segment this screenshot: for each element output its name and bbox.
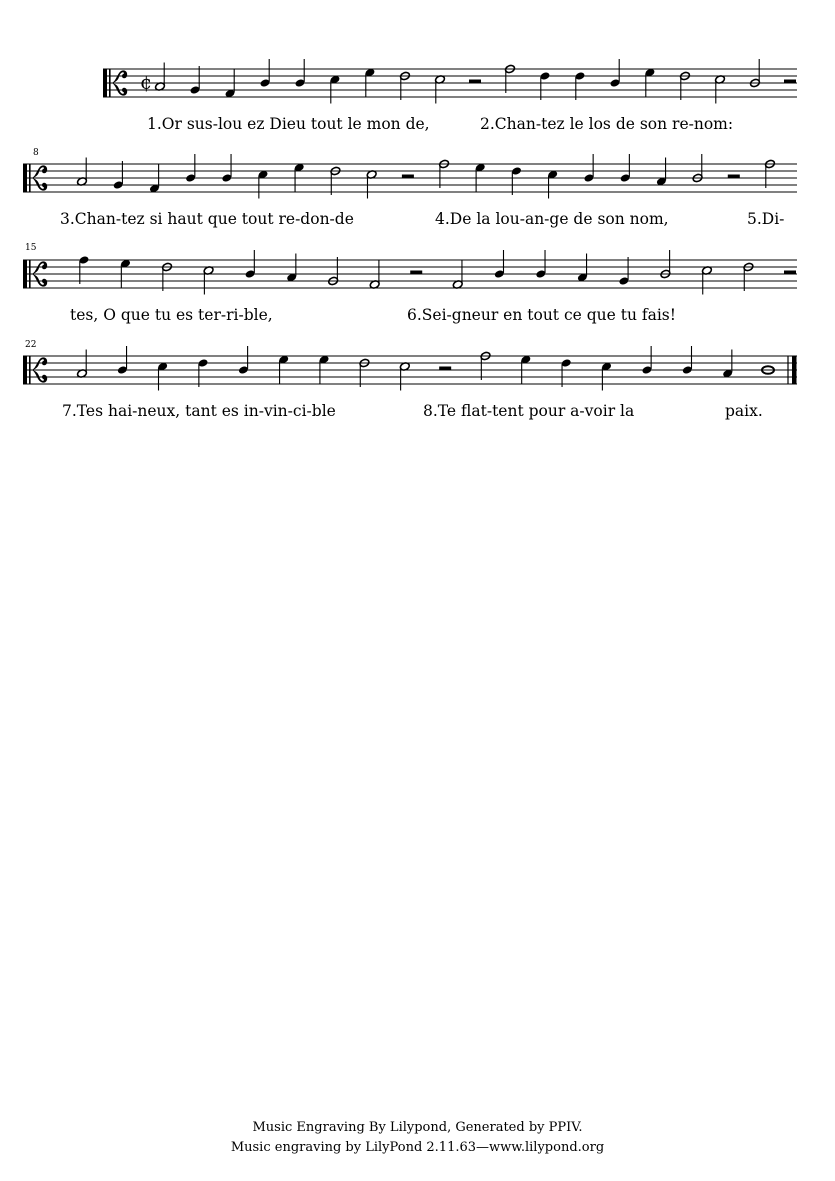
- quarter-note: [189, 66, 200, 95]
- quarter-note: [618, 257, 629, 286]
- quarter-note: [224, 70, 235, 99]
- quarter-note: [78, 255, 89, 284]
- half-rest-icon: [728, 175, 740, 179]
- lyric-line-7: 7.Tes hai-neux, tant es in-vin-ci-ble: [62, 402, 336, 420]
- quarter-note: [198, 358, 209, 387]
- quarter-note: [577, 254, 588, 283]
- quarter-note: [601, 362, 612, 391]
- quarter-note: [494, 250, 505, 279]
- half-note: [203, 266, 214, 295]
- lyric-line-5b: tes, O que tu es ter-ri-ble,: [70, 306, 273, 324]
- quarter-note: [120, 259, 131, 288]
- quarter-note: [656, 158, 667, 187]
- half-note: [76, 350, 87, 379]
- half-rest-icon: [784, 271, 796, 275]
- staff-system-3: [23, 243, 797, 324]
- half-rest-icon: [469, 80, 481, 84]
- measure-number: 8: [33, 148, 39, 158]
- quarter-note: [286, 254, 297, 283]
- quarter-note: [238, 346, 249, 375]
- half-note: [154, 63, 165, 92]
- measure-number: 22: [25, 340, 37, 350]
- half-note: [434, 75, 445, 104]
- staff-lines: [23, 260, 797, 288]
- quarter-note: [475, 163, 486, 192]
- quarter-note: [329, 75, 340, 104]
- quarter-note: [278, 355, 289, 384]
- staff-lines: [103, 69, 797, 97]
- quarter-note: [620, 154, 631, 183]
- quarter-note: [574, 71, 585, 100]
- quarter-note: [583, 154, 594, 183]
- staff-system-2: [23, 148, 797, 228]
- footer-credit-1: Music Engraving By Lilypond, Generated by PPIV.: [252, 1120, 583, 1135]
- lyric-line-6: 6.Sei-gneur en tout ce que tu fais!: [407, 306, 676, 324]
- quarter-note: [609, 59, 620, 88]
- half-rest-icon: [784, 80, 796, 84]
- quarter-note: [539, 71, 550, 100]
- quarter-note: [259, 59, 270, 88]
- half-rest-icon: [439, 367, 451, 371]
- quarter-note: [682, 346, 693, 375]
- quarter-note: [157, 362, 168, 391]
- half-note: [452, 261, 463, 290]
- lyric-line-8-end: paix.: [725, 402, 763, 420]
- half-note: [76, 158, 87, 187]
- quarter-note: [294, 163, 305, 192]
- staff-lines: [23, 356, 797, 384]
- half-note: [701, 266, 712, 295]
- quarter-note: [511, 166, 522, 195]
- quarter-note: [245, 250, 256, 279]
- half-rest-icon: [410, 271, 422, 275]
- staff-system-1: [103, 59, 797, 133]
- quarter-note: [149, 165, 160, 194]
- quarter-note: [364, 68, 375, 97]
- lyric-line-1b: 2.Chan-tez le los de son re-nom:: [480, 115, 734, 133]
- quarter-note: [319, 355, 330, 384]
- quarter-note: [535, 250, 546, 279]
- quarter-note: [185, 154, 196, 183]
- half-note: [714, 75, 725, 104]
- lyric-line-3: 3.Chan-tez si haut que tout re-don-de: [60, 210, 354, 228]
- measure-number: 15: [25, 243, 37, 253]
- staff-system-4: [23, 340, 797, 420]
- quarter-note: [258, 170, 269, 199]
- lyric-line-8: 8.Te flat-tent pour a-voir la: [423, 402, 635, 420]
- quarter-note: [294, 59, 305, 88]
- half-note: [369, 261, 380, 290]
- quarter-note: [221, 154, 232, 183]
- lyric-line-4: 4.De la lou-an-ge de son nom,: [435, 210, 669, 228]
- lyric-line-1a: 1.Or sus-lou ez Dieu tout le mon de,: [147, 115, 430, 133]
- lyric-line-5a: 5.Di-: [747, 210, 785, 228]
- quarter-note: [547, 170, 558, 199]
- quarter-note: [561, 358, 572, 387]
- half-note: [366, 170, 377, 199]
- quarter-note: [722, 350, 733, 379]
- cut-time-icon: ¢: [140, 72, 153, 94]
- quarter-note: [520, 355, 531, 384]
- half-rest-icon: [402, 175, 414, 179]
- quarter-note: [641, 346, 652, 375]
- half-note: [399, 362, 410, 391]
- quarter-note: [644, 68, 655, 97]
- footer-credit-2: Music engraving by LilyPond 2.11.63—www.lilypond.org: [230, 1140, 605, 1155]
- quarter-note: [113, 161, 124, 190]
- quarter-note: [117, 346, 128, 375]
